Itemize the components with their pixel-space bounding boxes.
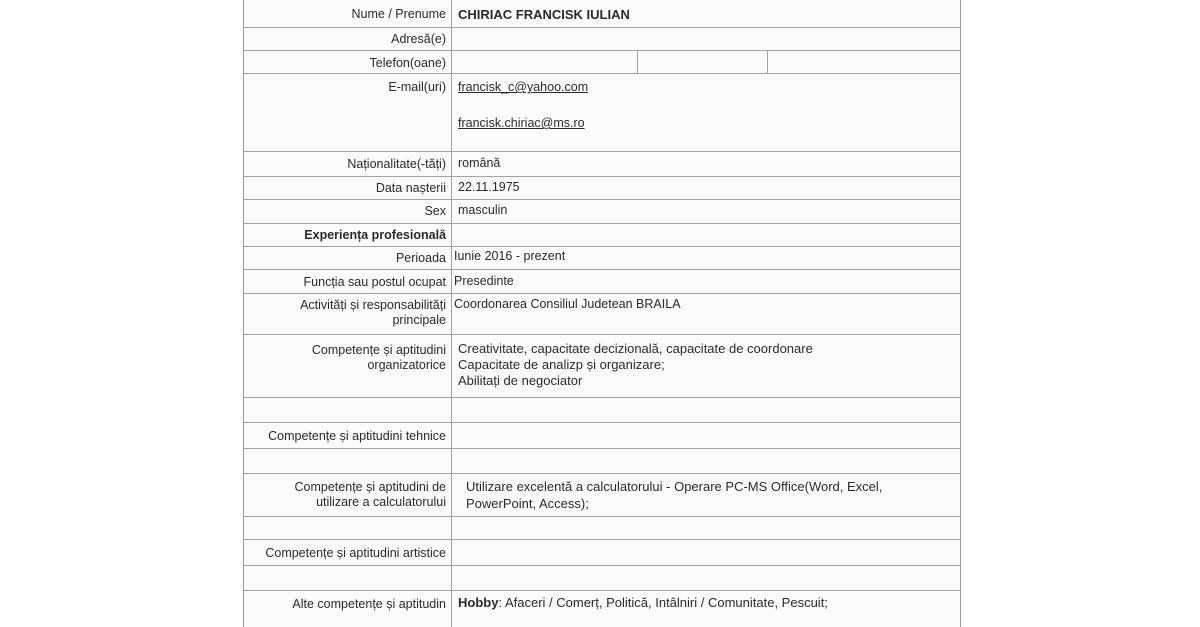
phone-label: Telefon(oane) <box>244 51 452 73</box>
spacer-row <box>244 517 960 540</box>
sex-row <box>244 200 960 224</box>
birthdate-label: Data nașterii <box>244 177 452 199</box>
name-value: CHIRIAC FRANCISK IULIAN <box>458 7 630 22</box>
computer-skills-row <box>244 474 960 517</box>
technical-skills-label: Competențe și aptitudini tehnice <box>244 423 452 448</box>
artistic-skills-label: Competențe și aptitudini artistice <box>244 540 452 565</box>
address-label: Adresă(e) <box>244 28 452 50</box>
spacer-label-cell <box>244 566 452 590</box>
name-label: Nume / Prenume <box>244 0 452 27</box>
activities-row <box>244 294 960 335</box>
name-row <box>244 0 960 28</box>
technical-skills-row <box>244 423 960 449</box>
period-label: Perioada <box>244 247 452 269</box>
activities-value: Coordonarea Consiliul Judetean BRAILA <box>454 297 681 311</box>
position-value: Presedinte <box>454 274 514 288</box>
hobby-value: : Afaceri / Comerț, Politică, Intâlniri / Comunitate, Pescuit; <box>498 595 828 610</box>
spacer-row <box>244 566 960 591</box>
birthdate-row <box>244 177 960 200</box>
email-row <box>244 74 960 152</box>
phone-row <box>244 51 960 74</box>
computer-skills-value: Utilizare excelentă a calculatorului - Operare PC-MS Office(Word, Excel, PowerPoint, Access); <box>466 479 883 511</box>
nationality-value: română <box>458 156 501 170</box>
phone-cell-divider <box>767 51 768 73</box>
birthdate-value: 22.11.1975 <box>458 180 520 194</box>
spacer-label-cell <box>244 449 452 473</box>
address-row <box>244 28 960 51</box>
phone-cell-divider <box>637 51 638 73</box>
period-value: Iunie 2016 - prezent <box>454 249 566 263</box>
spacer-row <box>244 449 960 474</box>
nationality-row <box>244 152 960 177</box>
cv-document <box>243 0 961 627</box>
spacer-row <box>244 398 960 423</box>
other-skills-label: Alte competențe și aptitudin <box>244 591 452 627</box>
nationality-label: Naționalitate(-tăți) <box>244 152 452 176</box>
spacer-label-cell <box>244 398 452 422</box>
email-link[interactable]: francisk.chiriac@ms.ro <box>458 116 585 130</box>
spacer-label-cell <box>244 517 452 539</box>
activities-label: Activități și responsabilități principale <box>244 294 452 334</box>
period-row <box>244 247 960 270</box>
organizational-skills-value: Creativitate, capacitate decizională, capacitate de coordonare Capacitate de analizp și organizare; Abilitați de negociator <box>458 341 813 388</box>
sex-label: Sex <box>244 200 452 223</box>
other-skills-value <box>458 595 954 610</box>
sex-value: masculin <box>458 203 508 217</box>
email-label: E-mail(uri) <box>244 74 452 151</box>
position-row <box>244 270 960 294</box>
computer-skills-label: Competențe și aptitudini de utilizare a calculatorului <box>244 474 452 516</box>
organizational-skills-row <box>244 335 960 398</box>
email-link[interactable]: francisk_c@yahoo.com <box>458 80 589 94</box>
experience-heading-row <box>244 224 960 247</box>
organizational-skills-label: Competențe și aptitudini organizatorice <box>244 335 452 397</box>
position-label: Funcția sau postul ocupat <box>244 270 452 293</box>
other-skills-row <box>244 591 960 627</box>
artistic-skills-row <box>244 540 960 566</box>
experience-heading: Experiența profesională <box>244 224 452 246</box>
hobby-key: Hobby <box>458 595 499 610</box>
